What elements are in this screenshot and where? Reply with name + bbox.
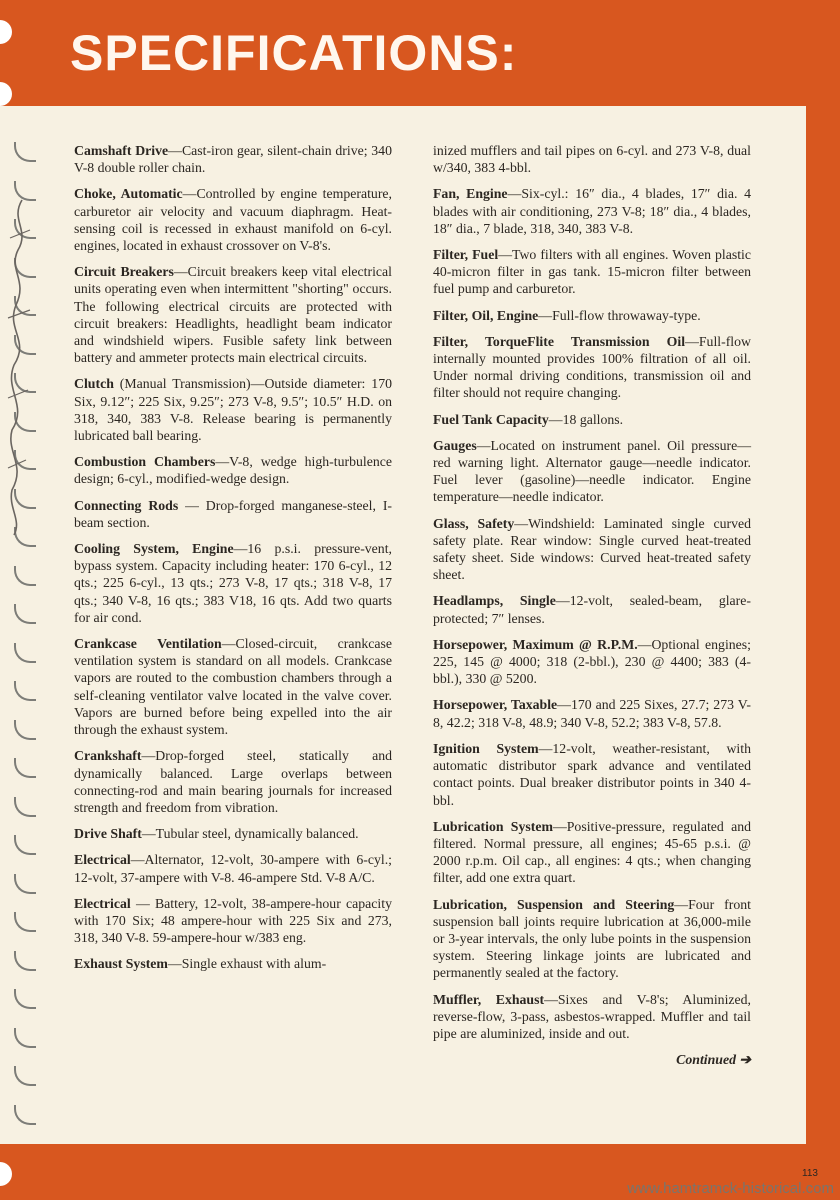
spec-entry xyxy=(433,896,751,982)
spec-term: Exhaust System xyxy=(74,956,168,972)
spec-entry xyxy=(74,895,392,947)
spec-term: Fuel Tank Capacity xyxy=(433,411,549,427)
spec-description: —Two filters with all engines. Woven plastic 40-micron filter in gas tank. 15-micron filter between fuel pump and carburetor. xyxy=(433,247,751,297)
spec-description: —Circuit breakers keep vital electrical units operating even when intermittent "shorting" occurs. The following electrical circuits are protected with circuit breakers: Headlights, headlight beam indicator and windshield wipers. Fusible safety link between battery and ammeter protects main electrical circuits. xyxy=(74,264,392,366)
spec-entry xyxy=(74,955,392,972)
spec-description: (Manual Transmission)—Outside diameter: 170 Six, 9.12″; 225 Six, 9.25″; 273 V-8, 9.5″; 10.5″ H.D. on 318, 340, 383 V-8. Release bearing is permanently lubricated ball bearing. xyxy=(74,376,392,444)
left-column xyxy=(74,142,392,982)
spec-description: —Controlled by engine temperature, carburetor air velocity and vacuum diaphragm. Heat-sensing coil is recessed in exhaust manifold on 6-cyl. engines, located in exhaust crossover on V-8's. xyxy=(74,186,392,254)
spec-term: Crankcase Ventilation xyxy=(74,636,222,652)
spec-term: Horsepower, Maximum @ R.P.M. xyxy=(433,636,638,652)
spec-entry xyxy=(74,747,392,816)
spec-entry xyxy=(433,142,751,176)
spec-entry xyxy=(433,740,751,809)
spec-term: Connecting Rods xyxy=(74,497,179,513)
spec-term: Circuit Breakers xyxy=(74,264,174,280)
spec-term: Filter, Oil, Engine xyxy=(433,307,539,323)
spec-term: Muffler, Exhaust xyxy=(433,991,545,1007)
spec-term: Ignition System xyxy=(433,740,539,756)
spec-entry xyxy=(74,185,392,254)
spec-entry xyxy=(433,636,751,688)
spec-description: —16 p.s.i. pressure-vent, bypass system. Capacity including heater: 170 6-cyl., 12 qts.; 225 6-cyl., 13 qts.; 273 V-8, 17 qts.; 318 V-8, 17 qts.; 340 V-8, 16 qts.; 383 V18, 16 qts. Add two quarts for air cond. xyxy=(74,541,392,625)
spec-description: —Six-cyl.: 16″ dia., 4 blades, 17″ dia. 4 blades with air conditioning, 273 V-8; 18″ dia., 4 blades, 18″ dia., 7 blade, 318, 340, 383 V-8. xyxy=(433,186,752,236)
spec-entry xyxy=(74,263,392,366)
spec-term: Choke, Automatic xyxy=(74,186,183,202)
spec-description: —Drop-forged steel, statically and dynamically balanced. Large overlaps between connecting-rod and main bearing journals for increased strength and freedom from vibration. xyxy=(74,748,392,815)
spec-entry xyxy=(74,635,392,738)
spec-description: —Positive-pressure, regulated and filtered. Normal pressure, all engines; 45-65 p.s.i. @ 2000 r.p.m. Oil cap., all engines: 4 qts.; when changing filter, add one extra quart. xyxy=(433,818,751,886)
spec-entry xyxy=(433,991,751,1043)
spec-description: —12-volt, sealed-beam, glare-protected; 7″ lenses. xyxy=(433,593,751,626)
spec-term: Horsepower, Taxable xyxy=(433,697,558,713)
spec-term: Headlamps, Single xyxy=(433,593,556,609)
spec-entry xyxy=(74,540,392,626)
spec-description: —V-8, wedge high-turbulence design; 6-cyl., modified-wedge design. xyxy=(74,454,392,487)
spec-term: Electrical xyxy=(74,852,131,868)
spec-description: —Optional engines; 225, 145 @ 4000; 318 (2-bbl.), 230 @ 4400; 383 (4-bbl.), 330 @ 5200. xyxy=(433,636,751,687)
spec-entry xyxy=(74,497,392,531)
spec-entry xyxy=(433,307,751,324)
spec-entry xyxy=(433,818,751,887)
spec-description: inized mufflers and tail pipes on 6-cyl. and 273 V-8, dual w/340, 383 4-bbl. xyxy=(433,143,751,176)
spec-description: —Closed-circuit, crankcase ventilation system is standard on all models. Crankcase vapors are routed to the combustion chambers through a self-cleaning ventilator valve located in the valve cover. Vapors are burned before being expelled into the air through the exhaust system. xyxy=(74,636,392,738)
spec-term: Gauges xyxy=(433,437,477,453)
spec-description: —Sixes and V-8's; Aluminized, reverse-flow, 3-pass, asbestos-wrapped. Muffler and tail pipe are aluminized, inside and out. xyxy=(433,991,751,1041)
spec-term: Cooling System, Engine xyxy=(74,541,234,557)
spec-term: Combustion Chambers xyxy=(74,454,216,470)
spec-description: —Alternator, 12-volt, 30-ampere with 6-cyl.; 12-volt, 37-ampere with V-8. 46-ampere Std. V-8 A/C. xyxy=(74,852,392,885)
watermark-url: www.hamtramck-historical.com xyxy=(627,1180,834,1197)
spec-term: Fan, Engine xyxy=(433,186,508,202)
right-column xyxy=(433,142,751,1068)
spec-description: —170 and 225 Sixes, 27.7; 273 V-8, 42.2; 318 V-8, 48.9; 340 V-8, 52.2; 383 V-8, 57.8. xyxy=(433,697,751,730)
spec-entry xyxy=(433,592,751,626)
spec-entry xyxy=(433,185,751,237)
spec-description: —Tubular steel, dynamically balanced. xyxy=(141,826,359,842)
spec-entry xyxy=(433,515,751,584)
spec-term: Filter, Fuel xyxy=(433,247,499,263)
spec-entry xyxy=(74,375,392,444)
spec-description: —Four front suspension ball joints require lubrication at 36,000-mile or 3-year intervals, the only lube points in the suspension system. Steering linkage joints are lubricated and permanently sealed at the factory. xyxy=(433,896,751,981)
spec-description: —18 gallons. xyxy=(548,411,624,427)
spec-term: Lubrication System xyxy=(433,818,553,834)
page-number: 113 xyxy=(802,1168,818,1179)
page-title: SPECIFICATIONS: xyxy=(70,25,518,81)
handwritten-scribble xyxy=(0,190,46,540)
spec-description: —12-volt, weather-resistant, with automatic distributor spark advance and ventilated contact points. Dual breaker distributor points in 340 4-bbl. xyxy=(433,740,752,808)
spec-term: Electrical xyxy=(74,895,131,911)
spec-entry xyxy=(433,246,751,298)
spec-term: Lubrication, Suspension and Steering xyxy=(433,896,675,912)
title-band xyxy=(0,0,840,106)
spec-entry xyxy=(74,851,392,885)
spec-term: Drive Shaft xyxy=(74,826,142,842)
spec-entry xyxy=(433,437,751,506)
spec-description: —Full-flow internally mounted provides 100% filtration of all oil. Under normal driving conditions, transmission oil and filter should not require changing. xyxy=(433,333,751,401)
spec-term: Filter, TorqueFlite Transmission Oil xyxy=(433,333,686,349)
spec-term: Clutch xyxy=(74,376,114,392)
spec-description: —Located on instrument panel. Oil pressure—red warning light. Alternator gauge—needle indicator. Fuel lever (gasoline)—needle indicator. Engine temperature—needle indicator. xyxy=(433,437,751,505)
spec-description: —Full-flow throwaway-type. xyxy=(538,307,701,323)
spec-term: Camshaft Drive xyxy=(74,143,169,158)
spec-term: Glass, Safety xyxy=(433,515,515,531)
spec-description: — Battery, 12-volt, 38-ampere-hour capacity with 170 Six; 48 ampere-hour with 225 Six and 273, 318, 340 V-8. 59-ampere-hour w/383 eng. xyxy=(74,895,392,946)
spec-entry xyxy=(74,453,392,487)
spec-entry xyxy=(74,825,392,842)
spec-description: —Single exhaust with alum- xyxy=(167,956,327,972)
spec-description: —Cast-iron gear, silent-chain drive; 340 V-8 double roller chain. xyxy=(74,143,392,176)
continued-label: Continued ➔ xyxy=(676,1052,751,1068)
spec-entry xyxy=(433,333,751,402)
spec-entry xyxy=(433,696,751,730)
spec-entry xyxy=(433,411,751,428)
spec-description: — Drop-forged manganese-steel, I-beam section. xyxy=(74,497,393,530)
spec-description: —Windshield: Laminated single curved safety plate. Rear window: Single curved heat-treated safety sheet. Side windows: Curved heat-treated safety sheet. xyxy=(433,515,751,583)
spec-entry xyxy=(74,142,392,176)
spec-term: Crankshaft xyxy=(74,748,142,764)
